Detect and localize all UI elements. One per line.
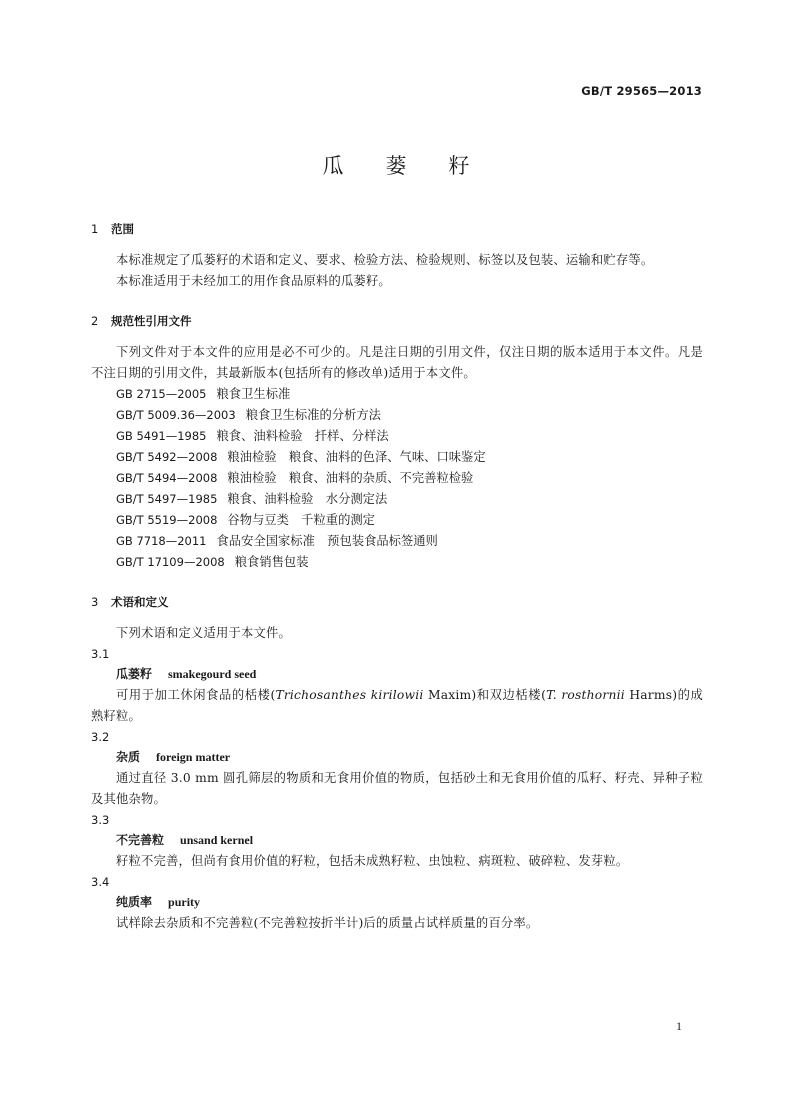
reference-code: GB 7718—2011: [116, 534, 207, 548]
reference-item: [91, 552, 703, 573]
reference-item: [91, 405, 703, 426]
reference-item: [91, 426, 703, 447]
reference-code: GB 2715—2005: [116, 387, 207, 401]
reference-title: 粮食卫生标准的分析方法: [245, 408, 381, 422]
page-number: 1: [676, 1019, 682, 1033]
reference-item: [91, 510, 703, 531]
species-name: Trichosanthes kirilowii: [275, 688, 424, 702]
reference-item: [91, 384, 703, 405]
reference-code: GB/T 5497—1985: [116, 492, 218, 506]
section-number: 1: [91, 222, 99, 236]
reference-code: GB/T 17109—2008: [116, 555, 225, 569]
term-number: 3.1: [91, 647, 110, 661]
section-heading-scope: [91, 218, 703, 240]
paragraph: 下列术语和定义适用于本文件。: [116, 626, 291, 640]
section-heading-normative-references: [91, 310, 703, 332]
term-english: smakegourd seed: [168, 667, 257, 681]
section-title: 规范性引用文件: [111, 314, 192, 328]
term-number: 3.3: [91, 813, 110, 827]
term-entry: [91, 664, 703, 685]
reference-code: GB 5491—1985: [116, 429, 207, 443]
term-chinese: 瓜蒌籽: [116, 667, 153, 681]
paragraph: 本标准规定了瓜蒌籽的术语和定义、要求、检验方法、检验规则、标签以及包装、运输和贮存等。: [116, 253, 654, 267]
term-english: purity: [168, 895, 201, 909]
reference-title: 粮油检验 粮食、油料的色泽、气味、口味鉴定: [227, 450, 486, 464]
reference-item: [91, 489, 703, 510]
species-name: T. rosthornii: [546, 688, 625, 702]
section-number: 2: [91, 314, 99, 328]
term-definition: 试样除去杂质和不完善粒(不完善粒按折半计)后的质量占试样质量的百分率。: [116, 916, 539, 930]
paragraph: 下列文件对于本文件的应用是必不可少的。凡是注日期的引用文件，仅注日期的版本适用于本文件。凡是不注日期的引用文件，其最新版本(包括所有的修改单)适用于本文件。: [91, 345, 703, 380]
term-chinese: 不完善粒: [116, 833, 165, 847]
reference-code: GB/T 5494—2008: [116, 471, 218, 485]
reference-title: 粮食、油料检验 水分测定法: [227, 492, 388, 506]
document-body: [91, 218, 703, 934]
section-title: 术语和定义: [111, 595, 169, 609]
section-heading-terms-definitions: [91, 591, 703, 613]
term-number: 3.4: [91, 875, 110, 889]
reference-item: [91, 531, 703, 552]
term-definition: 籽粒不完善，但尚有食用价值的籽粒，包括未成熟籽粒、虫蚀粒、病斑粒、破碎粒、发芽粒。: [116, 854, 629, 868]
reference-title: 粮食、油料检验 扦样、分样法: [216, 429, 389, 443]
term-entry: [91, 747, 703, 768]
term-number: 3.2: [91, 730, 110, 744]
reference-code: GB/T 5519—2008: [116, 513, 218, 527]
term-entry: [91, 830, 703, 851]
term-definition: 通过直径 3.0 mm 圆孔筛层的物质和无食用价值的物质，包括砂土和无食用价值的瓜籽、籽壳、异种子粒及其他杂物。: [91, 771, 703, 806]
term-chinese: 纯质率: [116, 895, 153, 909]
reference-code: GB/T 5009.36—2003: [116, 408, 236, 422]
reference-item: [91, 447, 703, 468]
reference-title: 粮油检验 粮食、油料的杂质、不完善粒检验: [227, 471, 474, 485]
term-english: foreign matter: [156, 750, 231, 764]
section-number: 3: [91, 595, 99, 609]
term-entry: [91, 892, 703, 913]
reference-title: 谷物与豆类 千粒重的测定: [227, 513, 375, 527]
standard-code: GB/T 29565—2013: [581, 84, 702, 98]
document-title: 瓜蒌籽: [322, 154, 512, 178]
reference-code: GB/T 5492—2008: [116, 450, 218, 464]
reference-title: 粮食销售包装: [234, 555, 309, 569]
reference-title: 粮食卫生标准: [216, 387, 291, 401]
term-chinese: 杂质: [116, 750, 141, 764]
section-title: 范围: [111, 222, 134, 236]
term-english: unsand kernel: [180, 833, 254, 847]
reference-title: 食品安全国家标准 预包装食品标签通则: [216, 534, 438, 548]
reference-item: [91, 468, 703, 489]
term-definition: 可用于加工休闲食品的栝楼(Trichosanthes kirilowii Maxim)和双边栝楼(T. rosthornii Harms)的成熟籽粒。: [91, 688, 703, 723]
paragraph: 本标准适用于未经加工的用作食品原料的瓜蒌籽。: [116, 274, 391, 288]
